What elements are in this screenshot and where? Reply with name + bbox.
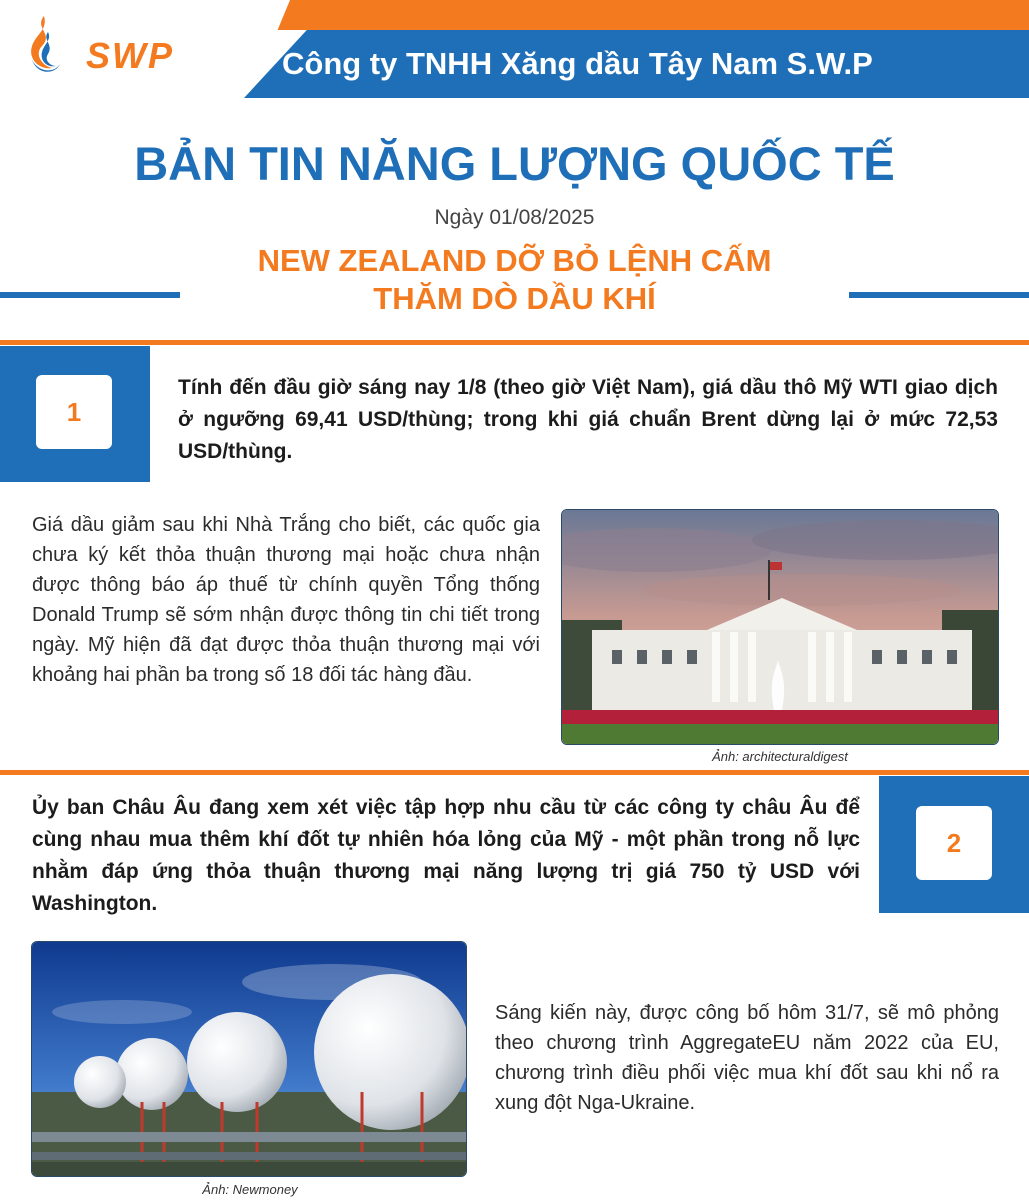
headline [200, 242, 829, 318]
headline-line-2: THĂM DÒ DẦU KHÍ [373, 281, 656, 316]
section-1-divider [0, 340, 1029, 345]
flame-icon [24, 14, 64, 76]
section-2-body: Sáng kiến này, được công bố hôm 31/7, sẽ mô phỏng theo chương trình AggregateEU năm 2022 của EU, chương trình điều phối việc mua khí đốt sau khi nổ ra xung đột Nga-Ukraine. [495, 1002, 999, 1114]
bulletin-date: Ngày 01/08/2025 [434, 206, 595, 229]
bulletin-title: BẢN TIN NĂNG LƯỢNG QUỐC TẾ [134, 137, 895, 190]
swp-logo [24, 14, 204, 80]
section-2-lead: Ủy ban Châu Âu đang xem xét việc tập hợp nhu cầu từ các công ty châu Âu để cùng nhau mua thêm khí đốt tự nhiên hóa lỏng của Mỹ - một phần trong nỗ lực nhằm đáp ứng thỏa thuận thương mại năng lượng trị giá 750 tỷ USD với Washington. [32, 796, 860, 915]
company-name: Công ty TNHH Xăng dầu Tây Nam S.W.P [282, 46, 873, 81]
section-2-divider [0, 770, 1029, 775]
section-2-caption: Ảnh: Newmoney [202, 1182, 298, 1197]
divider-left [0, 292, 180, 298]
section-1-number: 1 [36, 375, 112, 449]
section-2-number: 2 [916, 806, 992, 880]
headline-line-1: NEW ZEALAND DỠ BỎ LỆNH CẤM [257, 243, 772, 278]
white-house-photo [561, 509, 999, 745]
section-1-lead: Tính đến đầu giờ sáng nay 1/8 (theo giờ Việt Nam), giá dầu thô Mỹ WTI giao dịch ở ngưỡng 69,41 USD/thùng; trong khi giá chuẩn Brent dừng lại ở mức 72,53 USD/thùng. [178, 376, 998, 463]
divider-right [849, 292, 1029, 298]
section-1-body: Giá dầu giảm sau khi Nhà Trắng cho biết, các quốc gia chưa ký kết thỏa thuận thương mại hoặc chưa nhận được thông báo áp thuế từ chính quyền Tổng thống Donald Trump sẽ sớm nhận được thông tin chi tiết trong ngày. Mỹ hiện đã đạt được thỏa thuận thương mại với khoảng hai phần ba trong số 18 đối tác hàng đầu. [32, 514, 540, 686]
logo-text: SWP [86, 35, 175, 76]
section-1-caption: Ảnh: architecturaldigest [712, 749, 848, 764]
lng-tanks-photo [31, 941, 467, 1177]
